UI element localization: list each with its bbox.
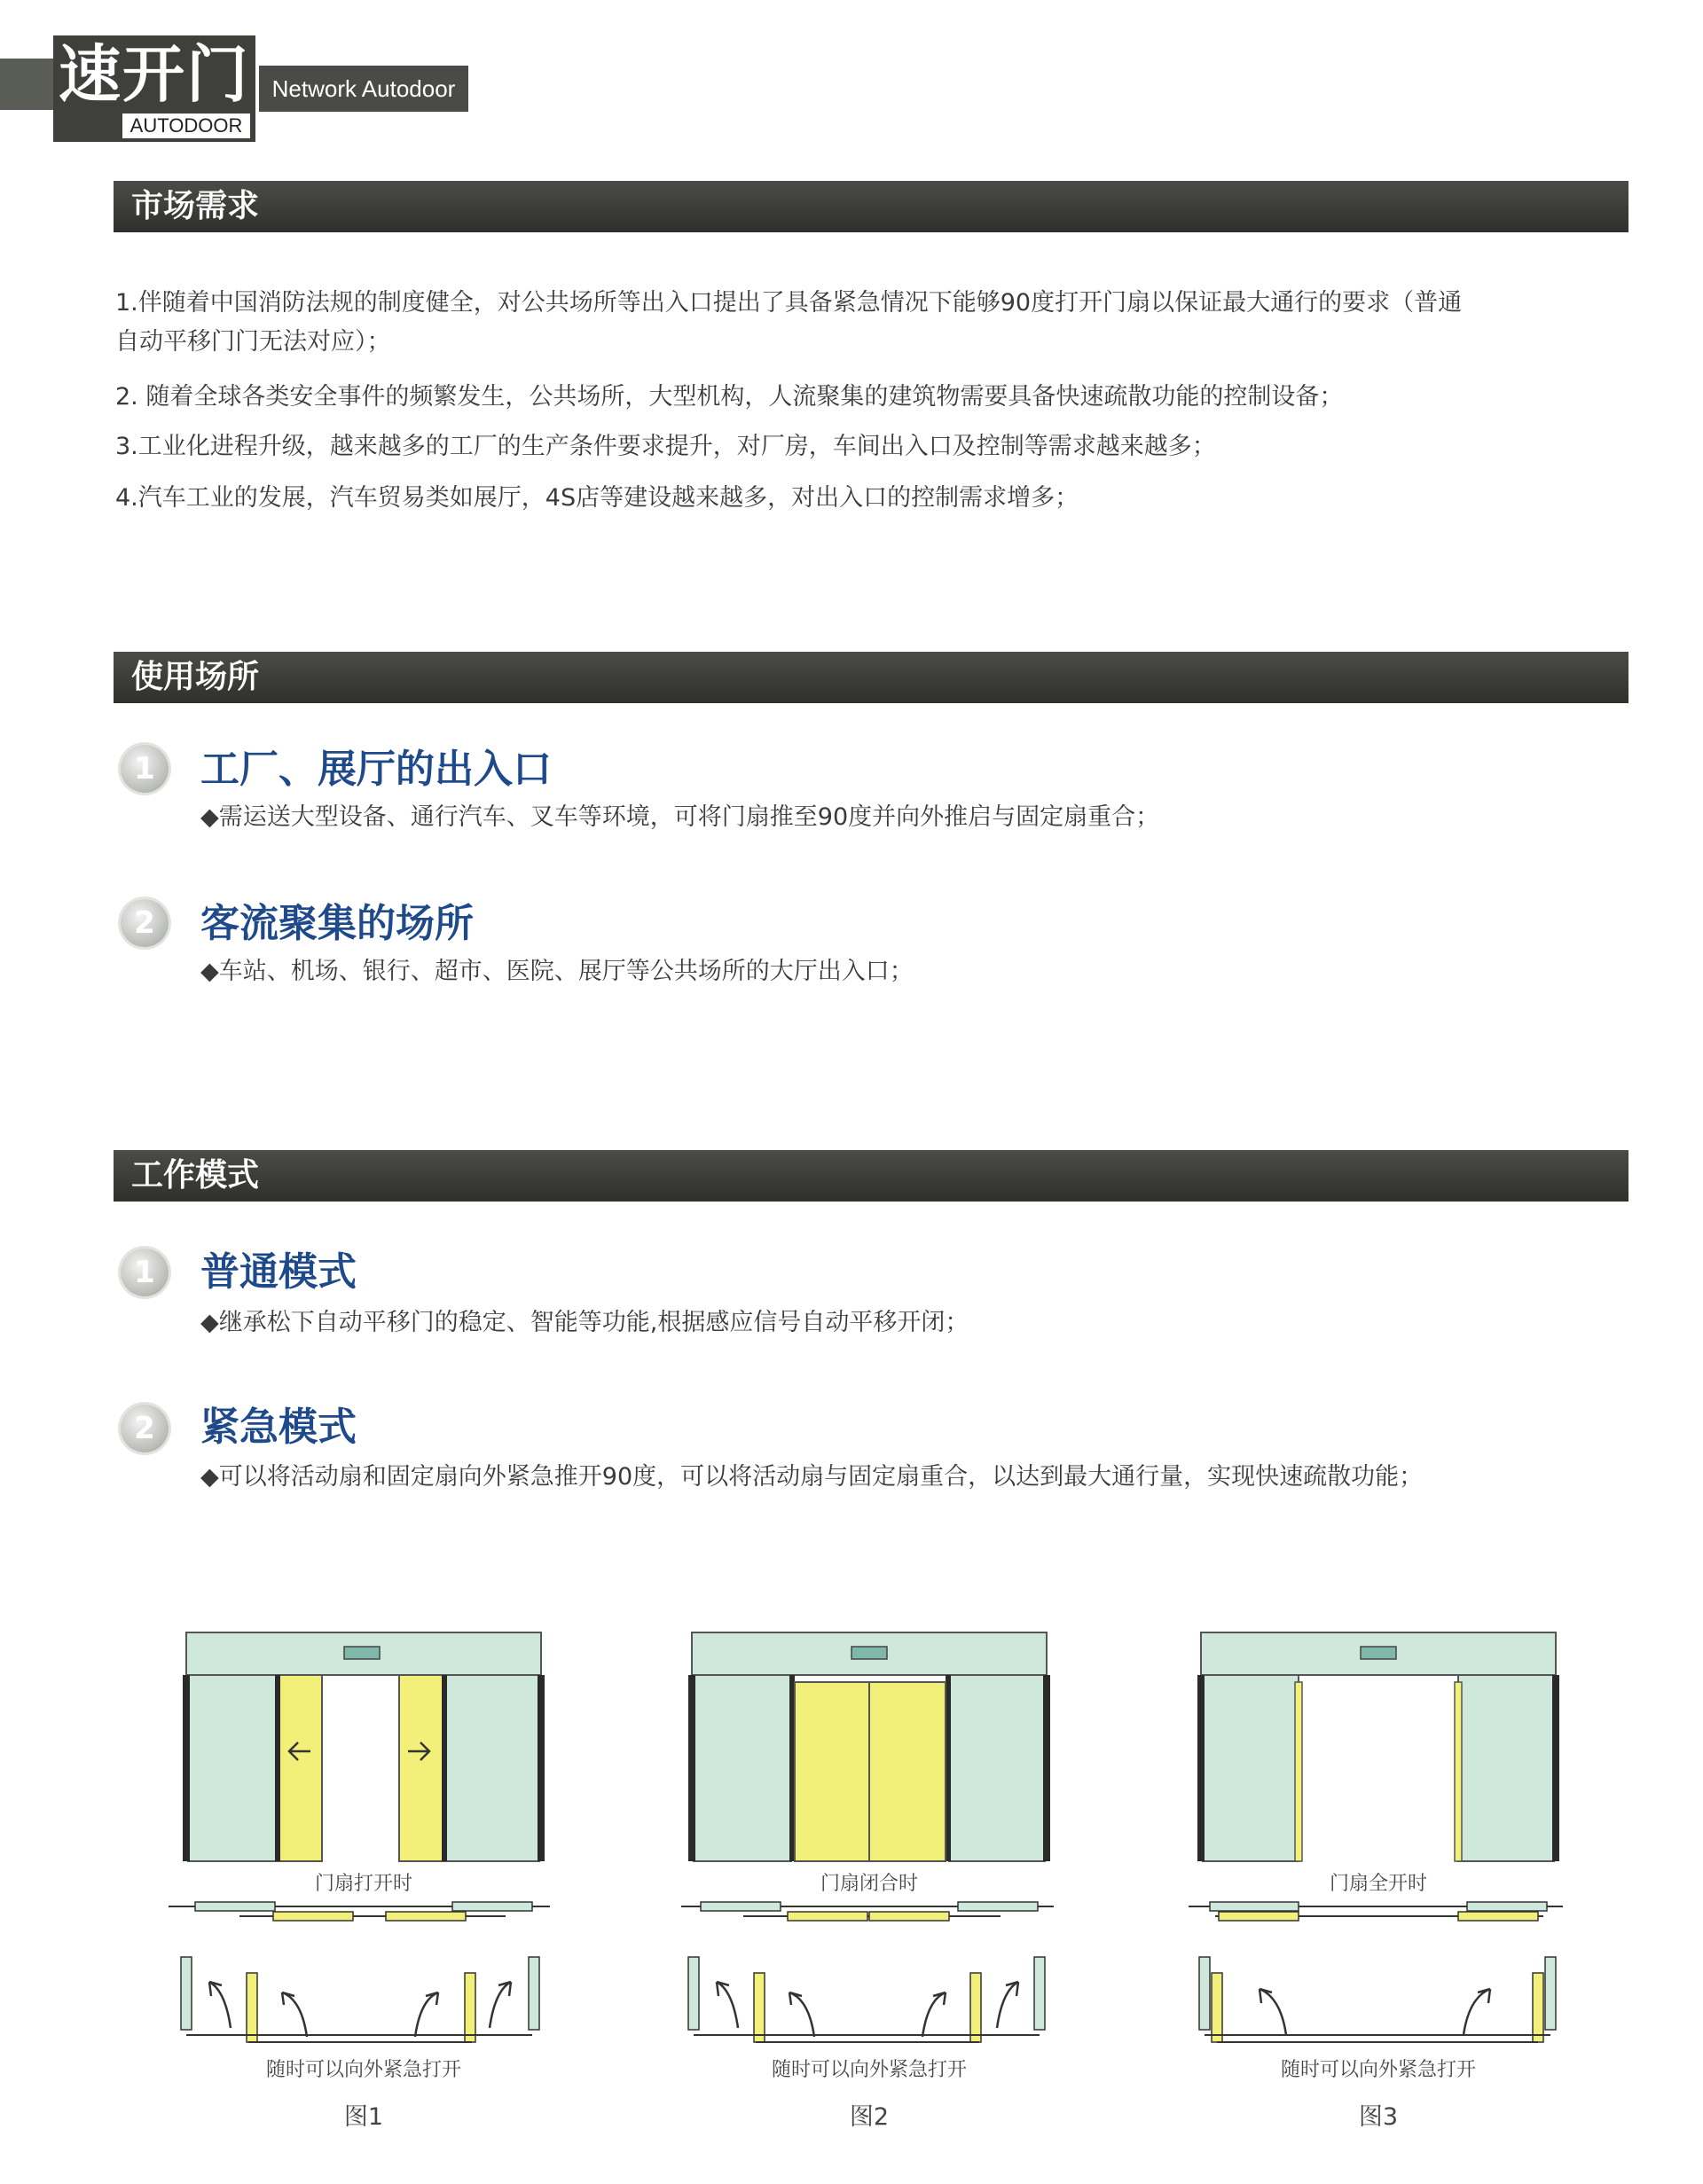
section-bar-mode (114, 1150, 1628, 1202)
paragraph: 1.伴随着中国消防法规的制度健全，对公共场所等出入口提出了具备紧急情况下能够90度打开门扇以保证最大通行的要求（普通 (115, 289, 1463, 317)
item-description: ◆需运送大型设备、通行汽车、叉车等环境，可将门扇推至90度并向外推启与固定扇重合； (200, 803, 1160, 831)
section-title: 工作模式 (131, 1157, 260, 1194)
figure-top-caption: 门扇全开时 (1329, 1873, 1427, 1895)
section-title: 市场需求 (131, 188, 260, 224)
figure-bottom-caption: 随时可以向外紧急打开 (1280, 2059, 1476, 2081)
figure-top-caption: 门扇闭合时 (820, 1873, 918, 1895)
header-tag: Network Autodoor (259, 66, 468, 112)
header-title: 速开门 (59, 38, 250, 111)
header-subtitle: AUTODOOR (122, 114, 250, 138)
item-number-badge: 1 (121, 745, 169, 793)
item-number-badge: 2 (121, 899, 169, 947)
paragraph: 4.汽车工业的发展，汽车贸易类如展厅，4S店等建设越来越多，对出入口的控制需求增多； (115, 484, 1079, 512)
section-title: 使用场所 (131, 659, 260, 695)
figure-label: 图2 (849, 2103, 890, 2131)
figure-label: 图1 (343, 2103, 384, 2131)
item-description: ◆可以将活动扇和固定扇向外紧急推开90度，可以将活动扇与固定扇重合，以达到最大通行量，实现快速疏散功能； (200, 1463, 1424, 1491)
item-description: ◆继承松下自动平移门的稳定、智能等功能,根据感应信号自动平移开闭； (200, 1309, 969, 1336)
item-number-badge: 2 (121, 1405, 169, 1452)
item-title: 紧急模式 (200, 1405, 357, 1450)
item-title: 工厂、展厅的出入口 (200, 747, 552, 792)
paragraph: 2. 随着全球各类安全事件的频繁发生，公共场所，大型机构，人流聚集的建筑物需要具备快速疏散功能的控制设备； (115, 383, 1344, 411)
item-title: 普通模式 (200, 1249, 357, 1295)
section-bar-usage (114, 652, 1628, 703)
figure-bottom-caption: 随时可以向外紧急打开 (771, 2059, 967, 2081)
figure-3 (1153, 1618, 1561, 2159)
paragraph: 3.工业化进程升级，越来越多的工厂的生产条件要求提升，对厂房，车间出入口及控制等需求越来越多； (115, 433, 1216, 460)
item-title: 客流聚集的场所 (200, 901, 474, 946)
figure-bottom-caption: 随时可以向外紧急打开 (265, 2059, 461, 2081)
item-number-badge: 1 (121, 1249, 169, 1296)
section-bar-market (114, 181, 1628, 232)
item-description: ◆车站、机场、银行、超市、医院、展厅等公共场所的大厅出入口； (200, 958, 914, 985)
figure-top-caption: 门扇打开时 (314, 1873, 412, 1895)
figure-1 (133, 1618, 541, 2159)
paragraph: 自动平移门门无法对应）； (115, 328, 391, 356)
figure-label: 图3 (1358, 2103, 1399, 2131)
figure-2 (646, 1618, 1054, 2159)
header-accent-bar (0, 59, 53, 110)
